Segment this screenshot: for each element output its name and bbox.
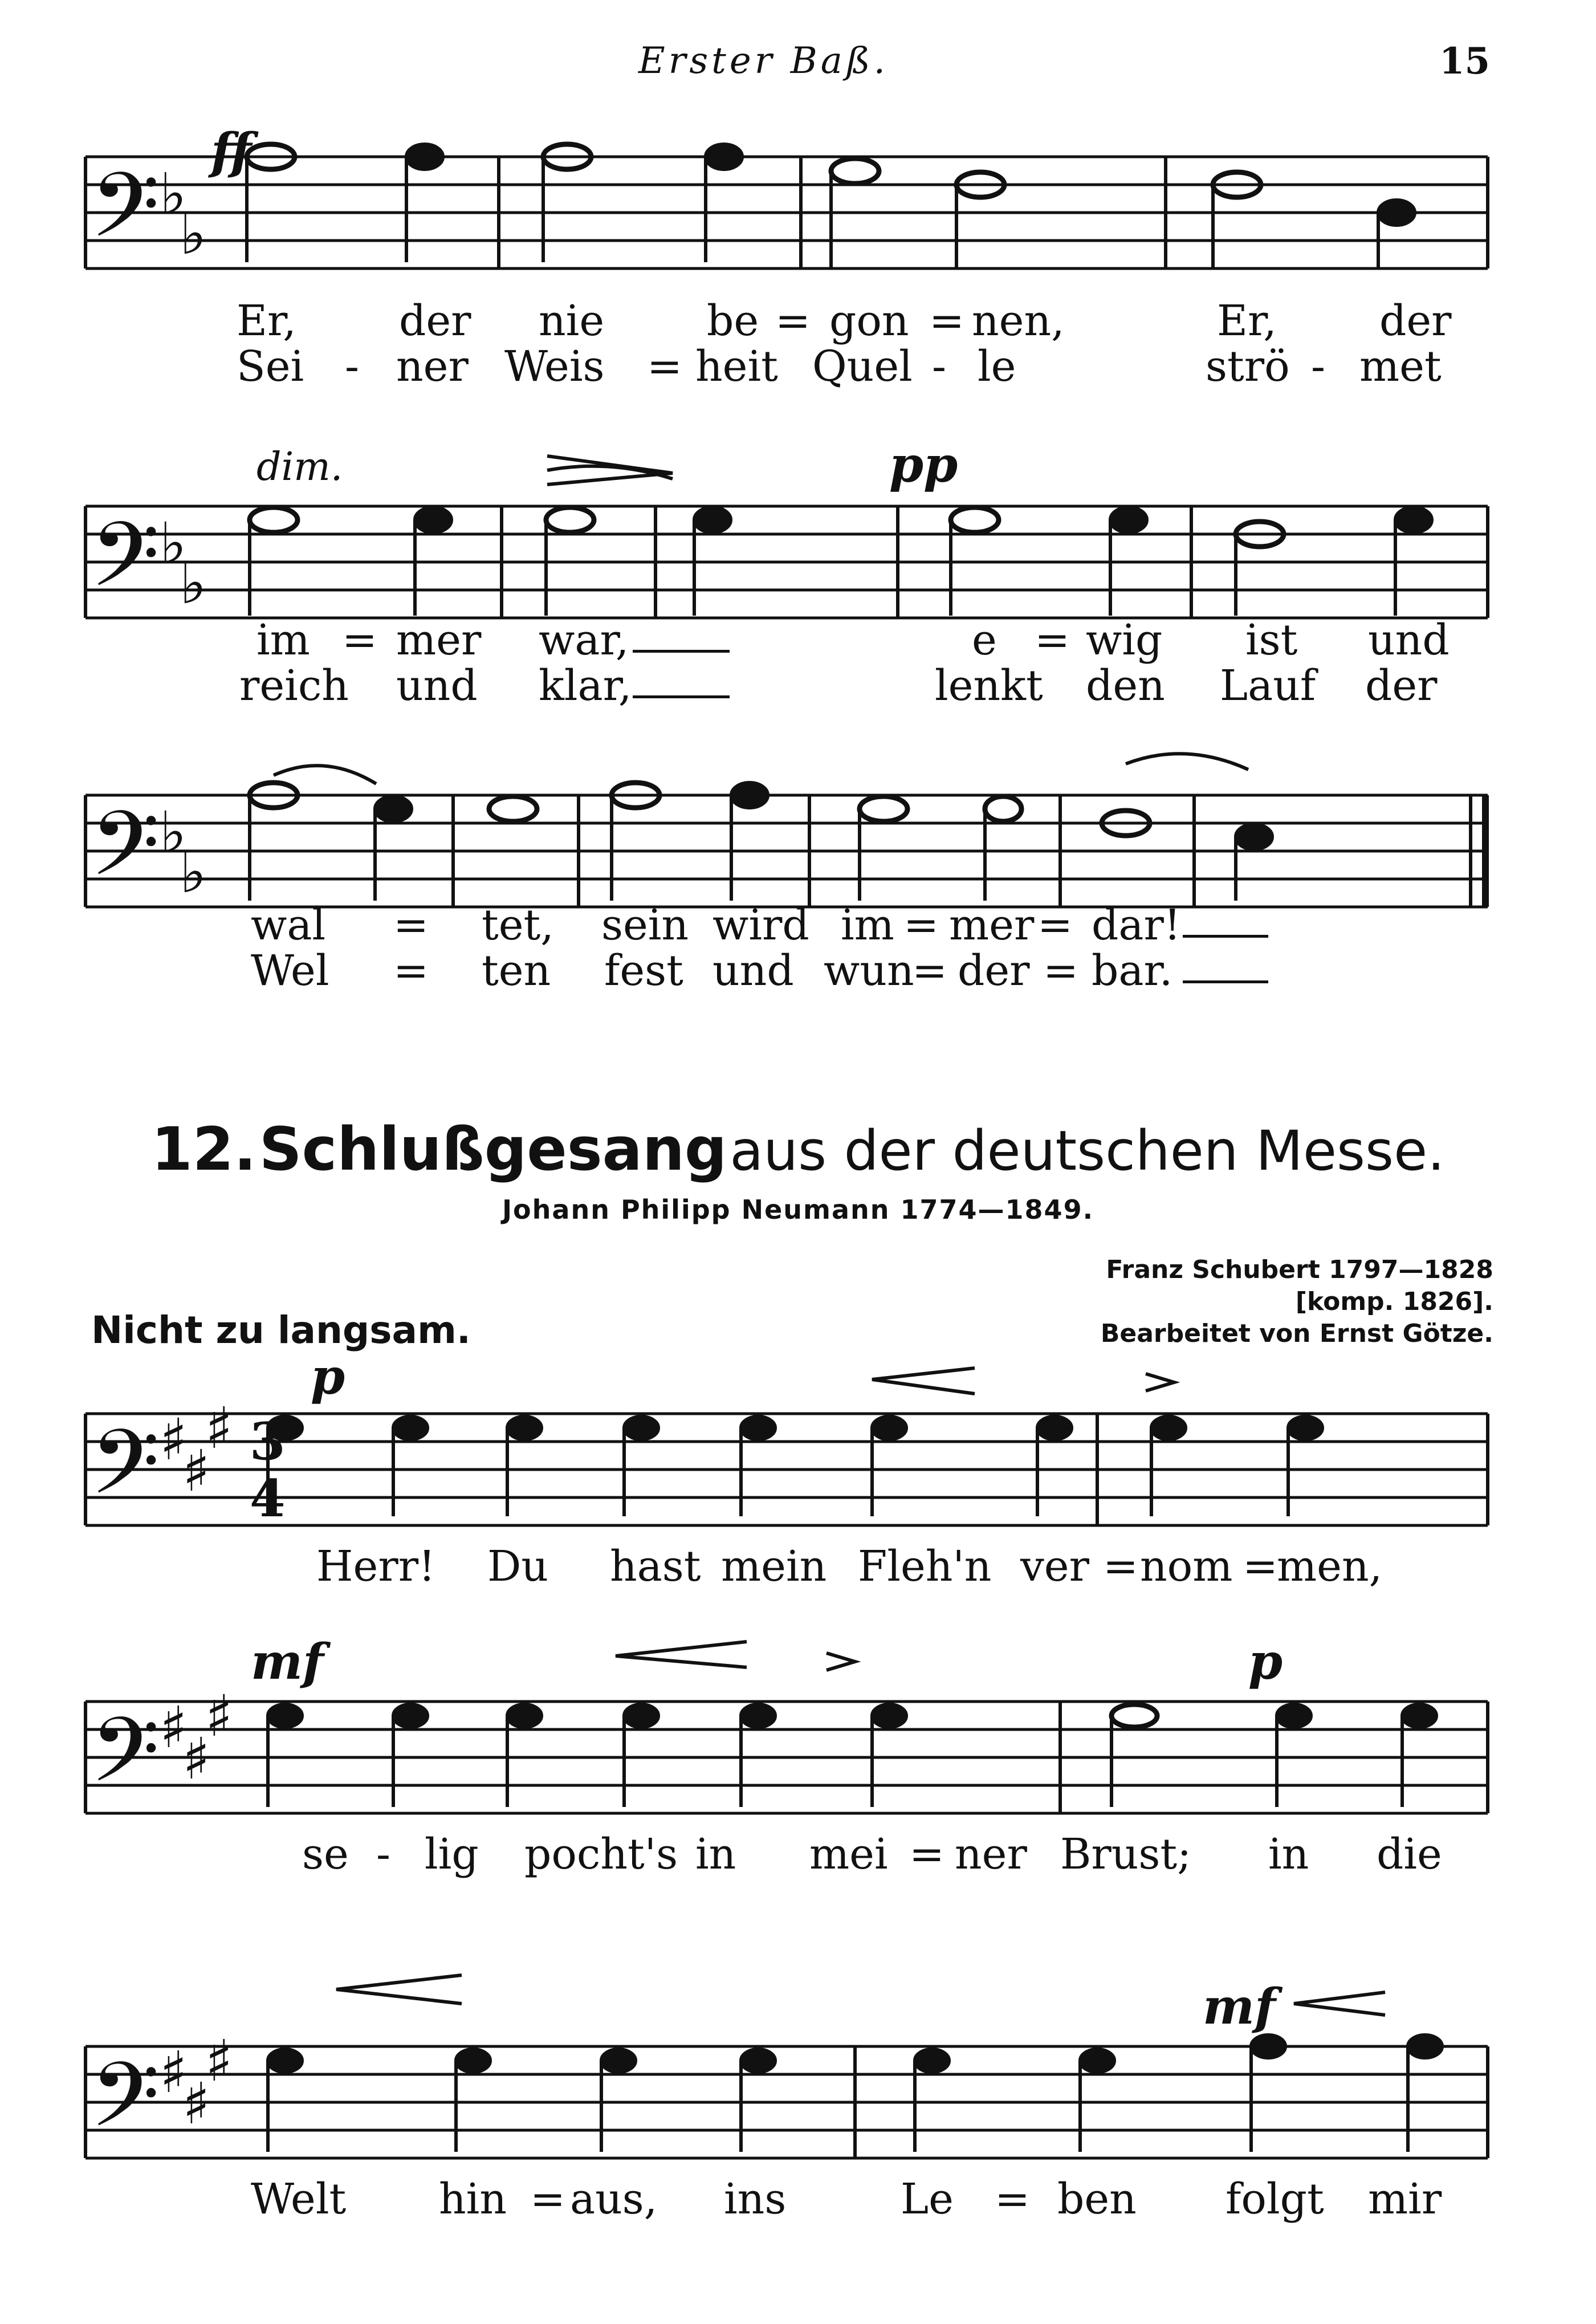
svg-text:♯: ♯ — [182, 1438, 210, 1504]
dynamic-dim: dim. — [256, 445, 343, 490]
svg-text:♭: ♭ — [180, 201, 207, 267]
bass-clef-icon: 𝄢 — [90, 792, 160, 918]
dynamic-mf: mf — [251, 1633, 324, 1691]
song-title: 12. Schlußgesang aus der deutschen Messe. — [151, 1114, 1445, 1184]
bass-clef-icon: 𝄢 — [90, 2043, 160, 2169]
svg-text:♯: ♯ — [160, 2039, 188, 2106]
svg-text:♭: ♭ — [180, 550, 207, 617]
time-signature-bottom: 4 — [250, 1468, 286, 1529]
melisma-line — [1183, 980, 1268, 983]
bass-clef-icon: 𝄢 — [90, 153, 160, 279]
svg-text:♯: ♯ — [182, 1725, 210, 1792]
bass-clef-icon: 𝄢 — [90, 503, 160, 629]
time-signature-top: 3 — [250, 1411, 286, 1472]
bass-clef-icon: 𝄢 — [90, 1410, 160, 1536]
svg-text:♯: ♯ — [205, 1683, 233, 1749]
lyricist: Johann Philipp Neumann 1774—1849. — [502, 1194, 1094, 1225]
melisma-line — [633, 695, 730, 698]
song-title-main: Schlußgesang — [259, 1114, 727, 1184]
bass-clef-icon: 𝄢 — [90, 1698, 160, 1824]
svg-text:♯: ♯ — [205, 2028, 233, 2094]
dynamic-p: p — [1248, 1633, 1283, 1691]
dynamic-pp: pp — [889, 436, 958, 494]
staff-3 — [85, 795, 1488, 907]
svg-text:♯: ♯ — [160, 1694, 188, 1761]
dynamic-ff: ff — [211, 123, 252, 180]
melisma-line — [1183, 935, 1268, 938]
dynamic-p: p — [311, 1348, 345, 1406]
svg-text:♭: ♭ — [160, 510, 187, 577]
staff-1 — [85, 157, 1488, 268]
svg-text:♭: ♭ — [160, 799, 187, 866]
tempo-marking: Nicht zu langsam. — [91, 1308, 471, 1352]
song-title-rest: aus der deutschen Messe. — [730, 1119, 1445, 1183]
svg-text:♭: ♭ — [180, 839, 207, 906]
dynamic-mf: mf — [1203, 1978, 1276, 2036]
page-number: 15 — [1439, 40, 1491, 83]
running-title: Erster Baß. — [638, 40, 889, 82]
svg-text:♯: ♯ — [160, 1406, 188, 1473]
melisma-line — [633, 650, 730, 653]
composer-credit: Franz Schubert 1797—1828 [komp. 1826]. Bearbeitet von Ernst Götze. — [1100, 1255, 1493, 1348]
svg-text:♭: ♭ — [160, 161, 187, 227]
svg-text:♯: ♯ — [205, 1395, 233, 1462]
svg-text:♯: ♯ — [182, 2070, 210, 2137]
